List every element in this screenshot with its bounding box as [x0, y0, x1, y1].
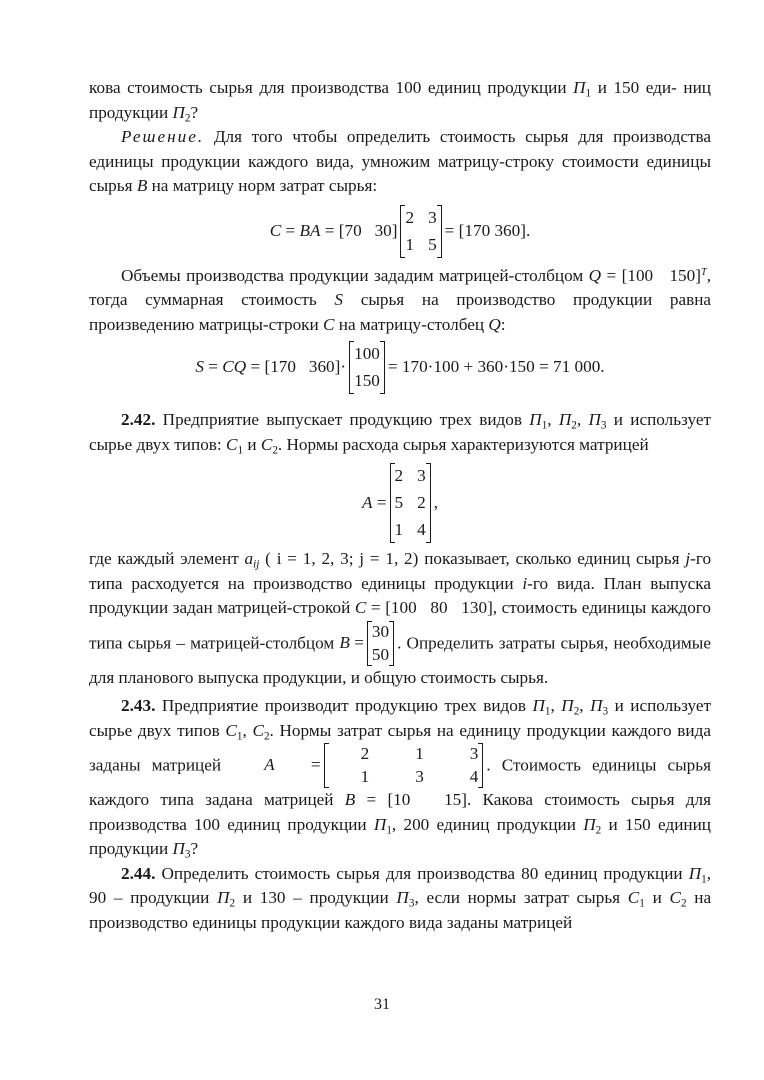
body-text	[89, 76, 711, 935]
problem-2-43: 2.43. Предприятие производит продукцию трех видов $П_1$, $П_2$, $П_3$ и использует сырье двух типов $C_1$, $C_2$. Нормы затрат сырья на единицу продукции каждого вида заданы матрицей A = 2 1 3 1 3 4 . Стоимость единицы сырья каждого типа задана матрицей B = [10 15]. Какова стоимость сырья для производства 100 единиц продукции $П_1$, 200 единиц продукции $П_2$ и 150 единиц продукции $П_3$?	[89, 696, 712, 861]
problem-2-42-cont: где каждый элемент $a_{ij}$ ( i = 1, 2, 3; j = 1, 2) показывает, сколько единиц сырья j-го типа расходуется на производство единицы продукции i-го вида. План выпуска продукции задан матрицей-строкой C = [100 80 130], стоимость единицы каждого типа сырья – матрицей-столбцом B = 30 50 . Определить затраты сырья, необходимые для планового выпуска продукции, и общую стоимость сырья.	[89, 549, 712, 687]
equation-c-ba: C = BA = [70 30] 2 3 1 5 = [170 360].	[89, 205, 711, 258]
matrix-a-3x2: 2 3 5 2 1 4	[390, 463, 431, 543]
page-number: 31	[374, 996, 390, 1013]
equation-s-cq: S = CQ = [170 360]· 100 150 = 170·100 + 360·150 = 71 000.	[89, 341, 711, 394]
matrix-a-2x3: 2 1 3 1 3 4	[324, 743, 484, 788]
intro-paragraph: кова стоимость сырья для производства 100 единиц продукции $П_1$ и 150 еди- ниц продукции $П_2$?	[89, 78, 712, 124]
problem-2-42: 2.42. Предприятие выпускает продукцию трех видов $П_1$, $П_2$, $П_3$ и использует сырье двух типов: $C_1$ и $C_2$. Нормы расхода сырья характеризуются матрицей	[89, 410, 711, 456]
matrix-b-column: 30 50	[367, 621, 394, 666]
matrix-a-2x2: 2 3 1 5	[400, 205, 441, 258]
solution-paragraph: Решение. Для того чтобы определить стоимость сырья для производства единицы продукции каждого вида, умножим матрицу-строку стоимости единицы сырья B на матрицу норм затрат сырья:	[89, 127, 711, 195]
matrix-q-column: 100 150	[349, 341, 385, 394]
problem-2-44: 2.44. Определить стоимость сырья для производства 80 единиц продукции $П_1$, 90 – продукции $П_2$ и 130 – продукции $П_3$, если нормы затрат сырья $C_1$ и $C_2$ на производство единицы продукции каждого вида заданы матрицей	[89, 863, 712, 932]
equation-matrix-a-3x2: A = 2 3 5 2 1 4 ,	[89, 463, 711, 543]
volume-paragraph: Объемы производства продукции зададим матрицей-столбцом Q = [100 150]$^T$, тогда суммарная стоимость S сырья на производство продукции равна произведению матрицы-строки C на матрицу-столбец Q:	[89, 265, 712, 334]
